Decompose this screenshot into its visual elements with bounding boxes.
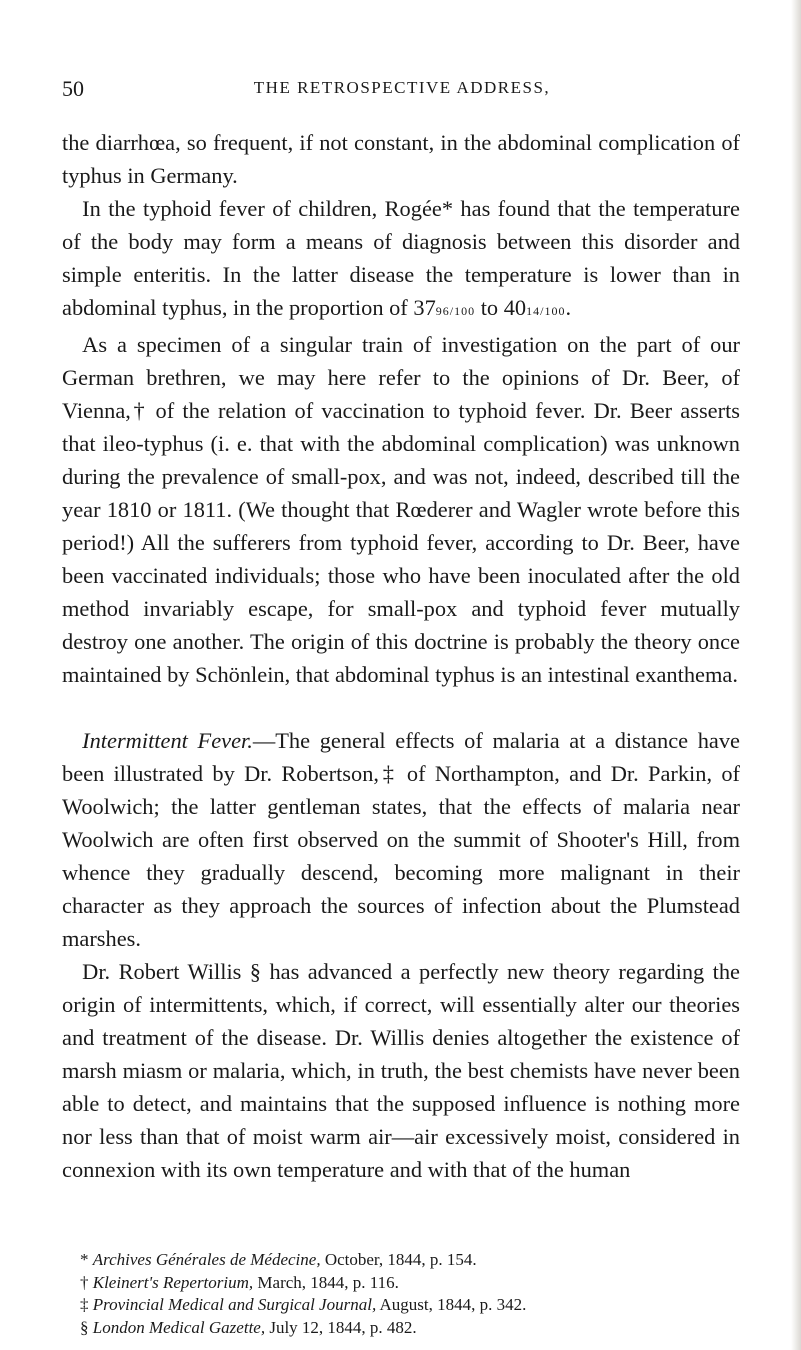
page-number: 50 [62,76,84,101]
footnotes [80,1249,740,1339]
temperature-value-2: 40 [503,295,527,320]
paragraph-dr-beer: As a specimen of a singular train of investigation on the part of our German brethren, we may here refer to the opinions of Dr. Beer, of Vienna,† of the relation of vaccination to typhoid fever. Dr. Beer asserts that ileo-typhus (i. e. that with the abdominal complication) was unknown during the prevalence of small-pox, and was not, indeed, described till the year 1810 or 1811. (We thought that Rœderer and Wagler wrote before this period!) All the sufferers from typhoid fever, according to Dr. Beer, have been vaccinated individuals; those who have been inoculated after the old method invariably escape, for small-pox and typhoid fever mutually destroy one another. The origin of this doctrine is probably the theory once maintained by Schönlein, that abdominal typhus is an intestinal exanthema. [62,332,740,687]
footnote-title: London Medical Gazette, [92,1317,266,1337]
footnote-mark: † [80,1272,89,1292]
paragraph-dr-willis: Dr. Robert Willis § has advanced a perfectly new theory regarding the origin of intermittents, which, if correct, will essentially alter our theories and treatment of the disease. Dr. Willis denies altogether the existence of marsh miasm or malaria, which, in truth, the best chemists have never been able to detect, and maintains that the supposed influence is nothing more nor less than that of moist warm air—air excessively moist, considered in connexion with its own temperature and with that of the human [62,959,740,1182]
temperature-fraction-2: 14/100 [526,304,566,318]
body-text [62,126,740,1186]
temperature-fraction-1: 96/100 [435,304,476,318]
paragraph-text: —The general effects of malaria at a distance have been illustrated by Dr. Robertson,‡ of Northampton, and Dr. Parkin, of Woolwich; the latter gentleman states, that the effects of malaria near Woolwich are often first observed on the summit of Shooter's Hill, from whence they gradually descend, becoming more malignant in their character as they approach the sources of infection about the Plumstead marshes. [62,728,740,951]
sentence-end: . [565,295,572,320]
paragraph-intermittent-fever [62,724,740,955]
footnote-mark: ‡ [80,1295,89,1314]
running-head: THE RETROSPECTIVE ADDRESS, [253,78,551,97]
footnote [80,1294,740,1317]
section-heading: Intermittent Fever. [82,728,253,753]
footnote-mark: * [80,1250,89,1269]
footnote-details: March, 1844, p. 116. [253,1272,399,1292]
footnote-details: July 12, 1844, p. 482. [265,1317,417,1337]
footnote [80,1249,740,1272]
footnote-title: Provincial Medical and Surgical Journal, [92,1295,377,1314]
page-header [62,76,742,106]
footnote-title: Kleinert's Repertorium, [92,1272,254,1292]
paragraph-typhoid-children [62,192,740,328]
footnote-details: October, 1844, p. 154. [320,1250,477,1269]
page-edge-shadow [791,0,801,1350]
paragraph-text: In the typhoid fever of children, Rogée* has found that the temperature of the body may form a means of diagnosis between this disorder and simple enteritis. In the latter disease the temperature is lower than in abdominal typhus, in the proportion of [62,196,740,320]
footnote [80,1317,740,1340]
connector-text: to [475,295,504,320]
paragraph-continuation: the diarrhœa, so frequent, if not constant, in the abdominal complication of typhus in Germany. [62,130,740,188]
temperature-value-1: 37 [413,295,436,320]
footnote-details: August, 1844, p. 342. [376,1295,527,1314]
footnote-title: Archives Générales de Médecine, [92,1250,321,1269]
footnote [80,1272,740,1295]
footnote-mark: § [80,1317,89,1337]
